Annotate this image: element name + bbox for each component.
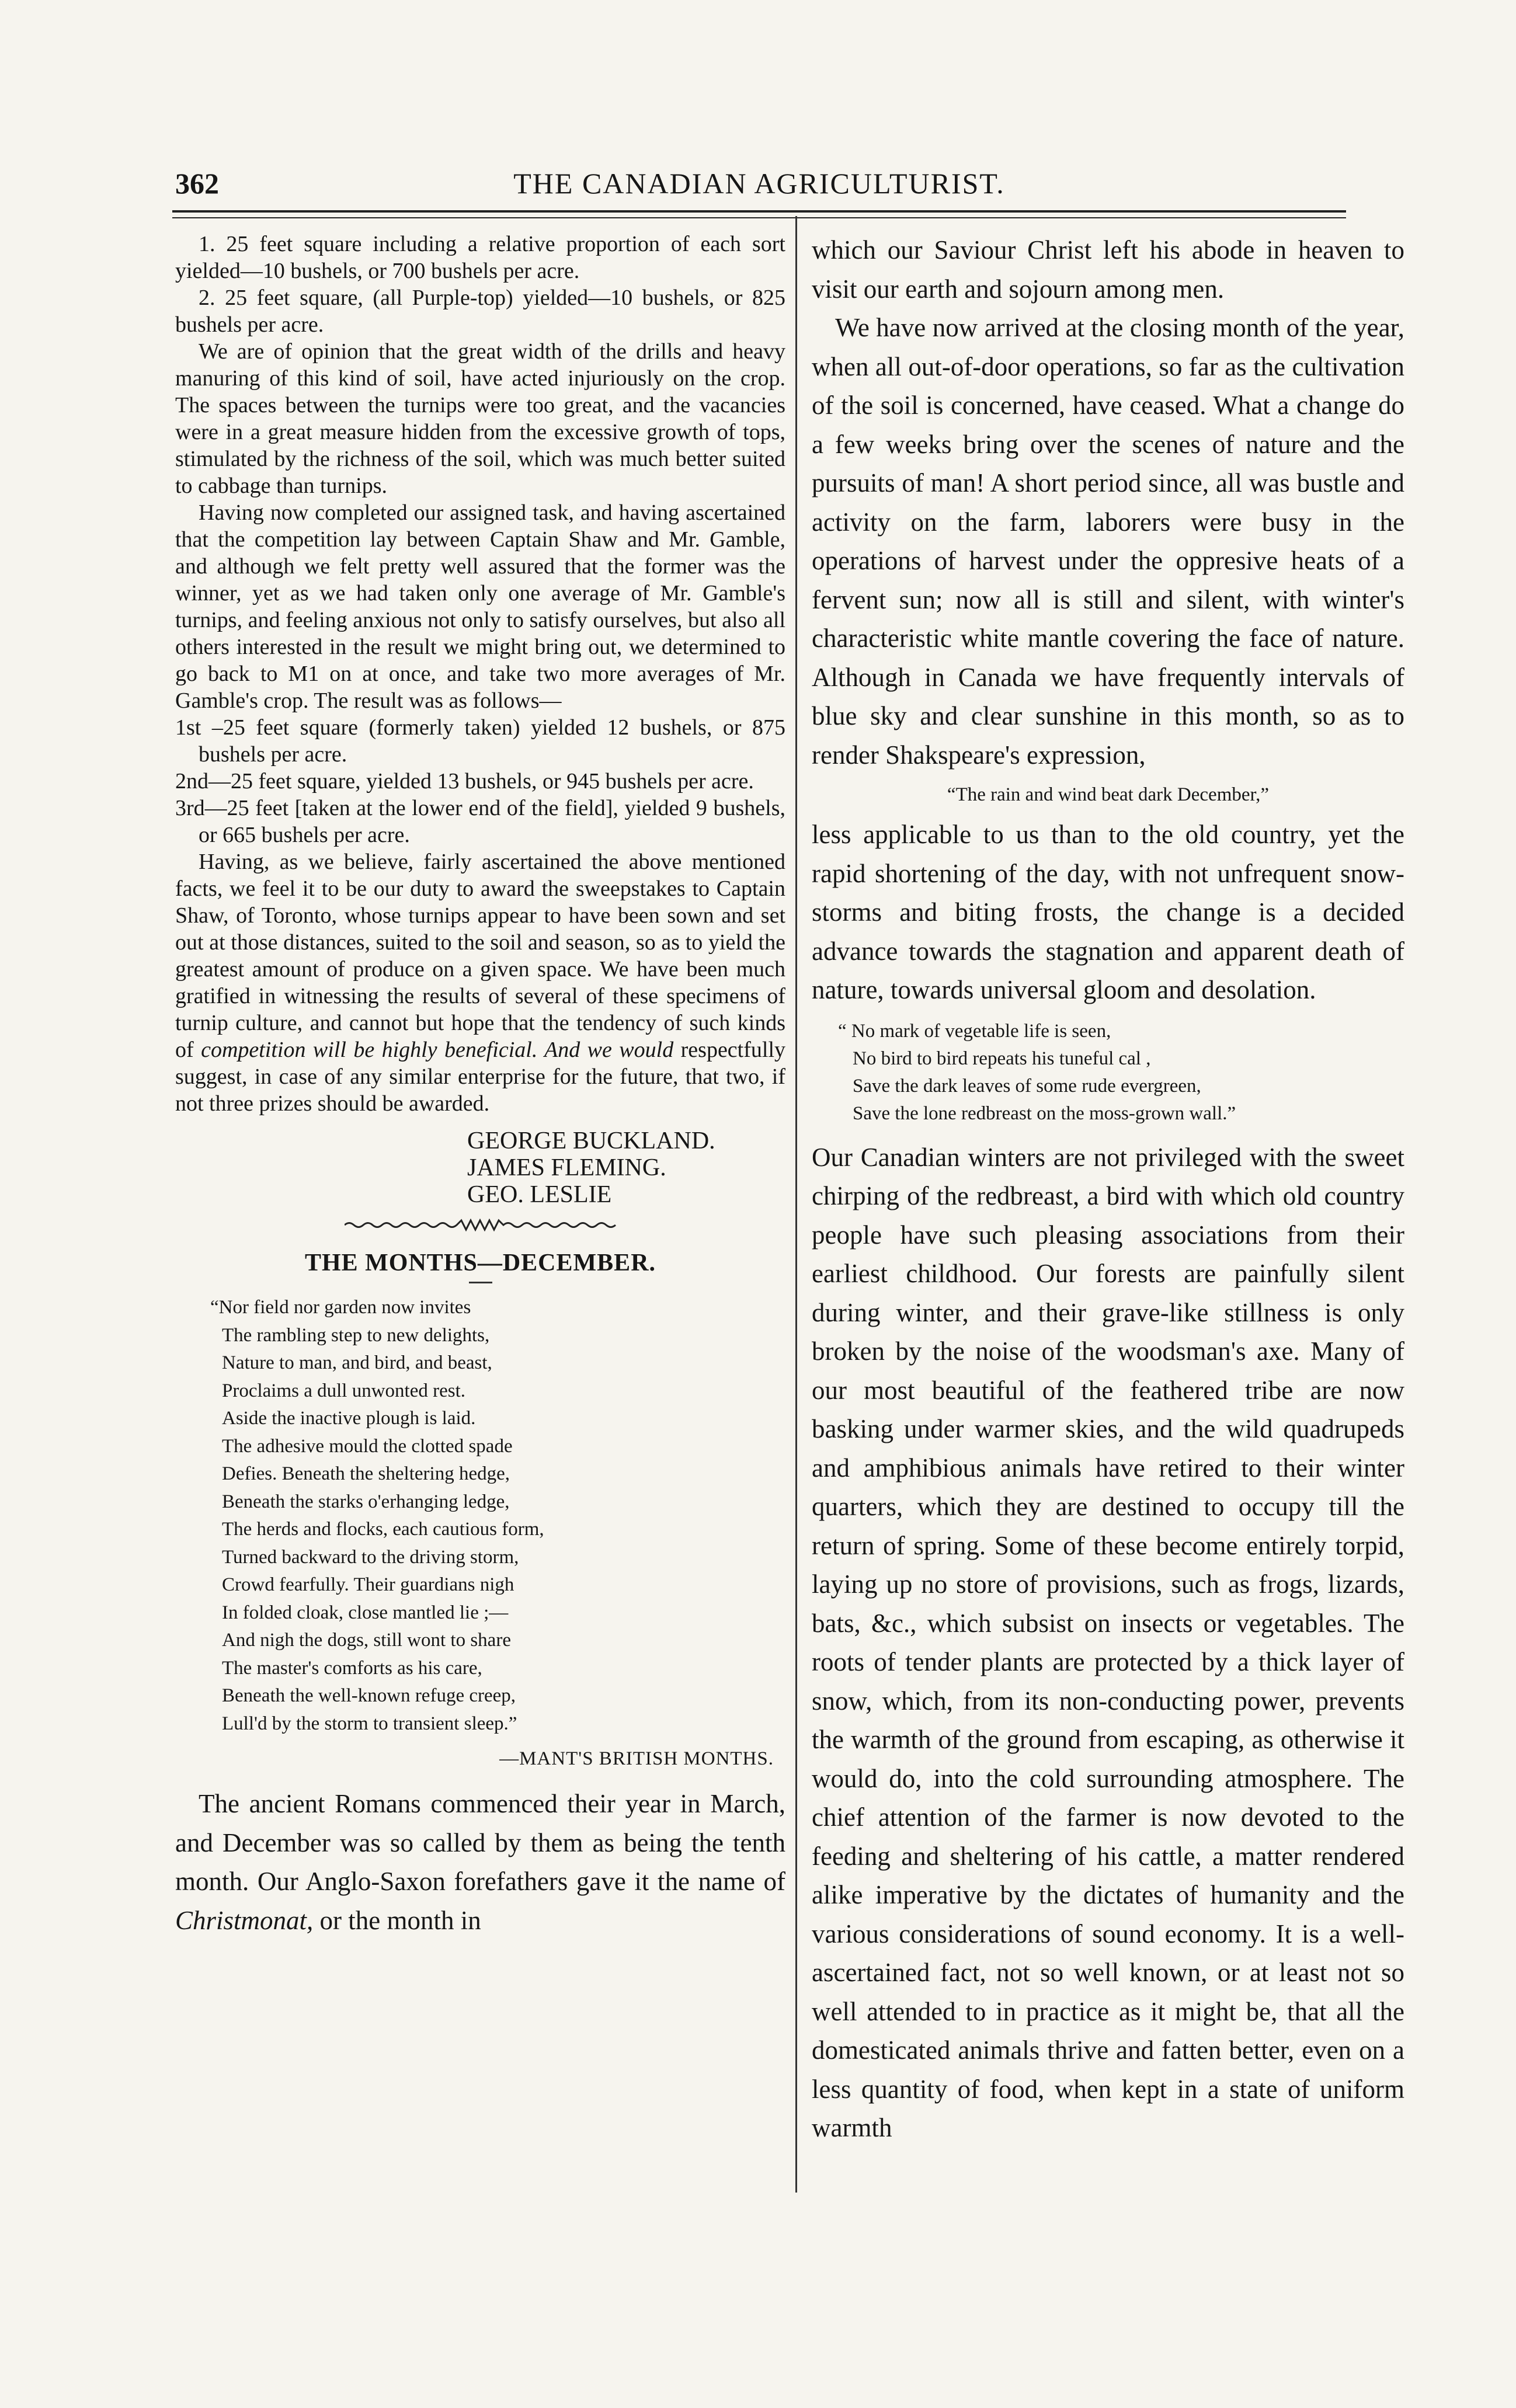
- result-line: 1st –25 feet square (formerly taken) yielded 12 bushels, or 875 bushels per acre.: [175, 715, 785, 767]
- paragraph-text: or the month in: [313, 1905, 481, 1935]
- signature: JAMES FLEMING.: [467, 1154, 666, 1181]
- heading-rule: [469, 1282, 492, 1283]
- verse-line: “ No mark of vegetable life is seen,: [838, 1020, 1111, 1042]
- verse-line: Save the dark leaves of some rude evergreen,: [853, 1075, 1201, 1097]
- paragraph-text: Having, as we believe, fairly ascertained the above mentioned facts, we feel it to be our duty to award the sweepstakes to Captain Shaw, of Toronto, whose turnips appear to have been sown and set out at those distances, suited to the soil and season, so as to yield the greatest amount of produce on a given space. We have been much gratified in witnessing the results of several of these specimens of turnip culture, and cannot but hope that the tendency of such kinds of: [175, 850, 785, 1062]
- header-rule-thin: [172, 217, 1346, 218]
- paragraph: 2. 25 feet square, (all Purple-top) yielded—10 bushels, or 825 bushels per acre.: [175, 286, 785, 337]
- paragraph: We have now arrived at the closing month of the year, when all out-of-door operations, so far as the cultivation of the soil is concerned, have ceased. What a change do a few weeks bring over the scenes of nature and the pursuits of man! A short period since, all was bustle and activity on the farm, laborers were busy in the operations of harvest under the oppresive heats of a fervent sun; now all is still and silent, with winter's characteristic white mantle covering the face of nature. Although in Canada we have frequently intervals of blue sky and clear sunshine in this month, so as to render Shakspeare's expression,: [812, 313, 1404, 770]
- ornamental-divider: [175, 1208, 785, 1243]
- paragraph: [175, 848, 785, 1117]
- italic-text: Christmonat,: [175, 1905, 314, 1935]
- poem-line: Crowd fearfully. Their guardians nigh: [222, 1574, 514, 1595]
- paragraph: [175, 1784, 785, 1940]
- poem: [210, 1294, 785, 1738]
- result-line: 2nd—25 feet square, yielded 13 bushels, or 945 bushels per acre.: [175, 769, 754, 794]
- paragraph: less applicable to us than to the old country, yet the rapid shortening of the day, with not unfrequent snow-storms and biting frosts, the change is a decided advance towards the stagnation and apparent death of nature, towards universal gloom and desolation.: [812, 820, 1404, 1004]
- poem-line: Beneath the well-known refuge creep,: [222, 1685, 516, 1706]
- poem-line: In folded cloak, close mantled lie ;—: [222, 1602, 509, 1623]
- verse-line: No bird to bird repeats his tuneful cal ,: [853, 1048, 1151, 1069]
- poem-line: Nature to man, and bird, and beast,: [222, 1352, 492, 1373]
- section-heading: THE MONTHS—DECEMBER.: [304, 1250, 656, 1276]
- header-rule: [172, 210, 1346, 213]
- signature: GEORGE BUCKLAND.: [467, 1128, 715, 1154]
- result-line: 3rd—25 feet [taken at the lower end of the field], yielded 9 bushels, or 665 bushels per acre.: [175, 796, 785, 847]
- poem-line: The master's comforts as his care,: [222, 1657, 482, 1679]
- poem-line: Aside the inactive plough is laid.: [222, 1408, 476, 1429]
- paragraph: 1. 25 feet square including a relative proportion of each sort yielded—10 bushels, or 700 bushels per acre.: [175, 232, 785, 283]
- poem-line: Turned backward to the driving storm,: [222, 1546, 519, 1568]
- poem-attribution: —MANT'S BRITISH MONTHS.: [499, 1748, 774, 1769]
- left-column: [175, 231, 785, 1940]
- poem-line: The adhesive mould the clotted spade: [222, 1435, 513, 1457]
- verse-line: Save the lone redbreast on the moss-grown wall.”: [853, 1102, 1236, 1124]
- column-divider: [795, 216, 797, 2193]
- poem-line: And nigh the dogs, still wont to share: [222, 1630, 511, 1651]
- quotation: “The rain and wind beat dark December,”: [947, 784, 1270, 805]
- flourish-icon: [345, 1219, 619, 1231]
- poem-line: Lull'd by the storm to transient sleep.”: [222, 1713, 517, 1734]
- paragraph: We are of opinion that the great width of the drills and heavy manuring of this kind of soil, have acted injuriously on the crop. The spaces between the turnips were too great, and the vacancies were in a great measure hidden from the excessive growth of tops, stimulated by the richness of the soil, which was much better suited to cabbage than turnips.: [175, 339, 785, 498]
- paragraph-text: The ancient Romans commenced their year in March, and December was so called by them as being the tenth month. Our Anglo-Saxon forefathers gave it the name of: [175, 1789, 785, 1896]
- poem-line: Beneath the starks o'erhanging ledge,: [222, 1491, 510, 1512]
- right-column: [812, 231, 1404, 2148]
- poem-line: Proclaims a dull unwonted rest.: [222, 1380, 466, 1401]
- signatures: [467, 1128, 785, 1208]
- page-header: [175, 166, 1343, 210]
- paragraph-text: respectfully suggest, in case of any similar enterprise for the future, that two, if not three prizes should be awarded.: [175, 1038, 786, 1116]
- poem-line: The rambling step to new delights,: [222, 1324, 490, 1346]
- paragraph: Having now completed our assigned task, and having ascertained that the competition lay between Captain Shaw and Mr. Gamble, and although we felt pretty well assured that the former was the winner, yet as we had taken only one average of Mr. Gamble's turnips, and feeling anxious not only to satisfy ourselves, but also all others interested in the result we might bring out, we determined to go back to M1 on at once, and take two more averages of Mr. Gamble's crop. The result was as follows—: [175, 500, 785, 713]
- paragraph: Our Canadian winters are not privileged with the sweet chirping of the redbreast, a bird with which old country people have such pleasing associations from their earliest childhood. Our forests are painfully silent during winter, and their grave-like stillness is only broken by the noise of the woodsman's axe. Many of our most beautiful of the feathered tribe are now basking under warmer skies, and the wild quadrupeds and amphibious animals have retired to their winter quarters, which they are destined to occupy till the return of spring. Some of these become entirely torpid, laying up no store of provisions, such as frogs, lizards, bats, &c., which subsist on insects or vegetables. The roots of tender plants are protected by a thick layer of snow, which, from its non-conducting power, prevents the warmth of the ground from escaping, as otherwise it would do, into the cold surrounding atmosphere. The chief attention of the farmer is now devoted to the feeding and sheltering of his cattle, a matter rendered alike imperative by the dictates of humanity and the various considerations of sound economy. It is a well-ascertained fact, not so well known, or at least not so well attended to in practice as it might be, that all the domesticated animals thrive and fatten better, even on a less quantity of food, when kept in a state of uniform warmth: [812, 1142, 1404, 2142]
- poem-line: The herds and flocks, each cautious form,: [222, 1519, 544, 1540]
- paragraph: which our Saviour Christ left his abode in heaven to visit our earth and sojourn among men.: [812, 235, 1404, 304]
- poem-line: “Nor field nor garden now invites: [210, 1297, 471, 1318]
- running-title: THE CANADIAN AGRICULTURIST.: [513, 167, 1005, 200]
- italic-text: competition will be highly beneficial. And we would: [201, 1038, 674, 1062]
- poem-line: Defies. Beneath the sheltering hedge,: [222, 1463, 510, 1484]
- verse-quotation: [838, 1018, 1404, 1128]
- signature: GEO. LESLIE: [467, 1181, 612, 1208]
- page-number: 362: [175, 167, 219, 200]
